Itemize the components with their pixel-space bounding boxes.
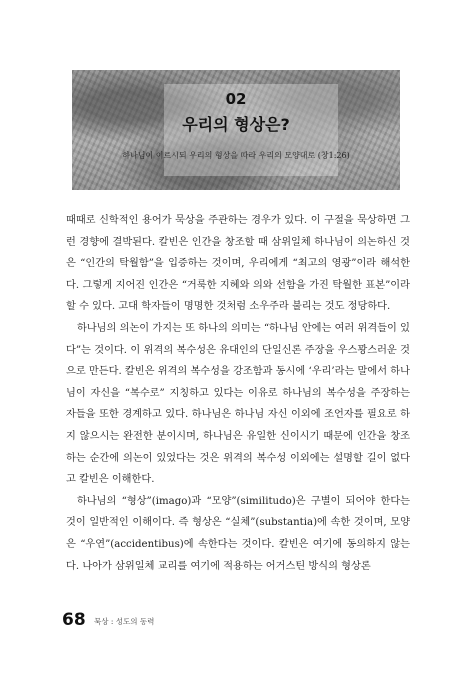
chapter-number: 02: [225, 90, 247, 108]
paragraph: 하나님의 “형상”(imago)과 “모양”(similitudo)은 구별이 되어야 한다는 것이 일반적인 이해이다. 즉 형상은 “실체”(substantia)에 속한 것이며, 모양은 “우연”(accidentibus)에 속한다는 것이다. 칼빈은 여기에 동의하지 않는다. 나아가 삼위일체 교리를 여기에 적용하는 어거스틴 방식의 형상론: [66, 495, 410, 572]
running-title: 묵상 : 성도의 동력: [94, 617, 155, 626]
body-text: [66, 210, 410, 577]
chapter-epigraph: 하나님이 이르시되 우리의 형상을 따라 우리의 모양대로 (창1:26): [122, 151, 350, 160]
paragraph: 때때로 신학적인 용어가 묵상을 주관하는 경우가 있다. 이 구절을 묵상하면 그런 경향에 결박된다. 칼빈은 인간을 창조할 때 삼위일체 하나님이 의논하신 것은 “인간의 탁월함”을 입증하는 것이며, 우리에게 “최고의 영광”이라 해석한다. 그렇게 지어진 인간은 “거룩한 지혜와 의와 선함을 가진 탁월한 표본”이라 할 수 있다. 고대 학자들이 명명한 것처럼 소우주라 불리는 것도 정당하다.: [66, 215, 410, 313]
chapter-banner: [72, 70, 400, 190]
paragraph: 하나님의 의논이 가지는 또 하나의 의미는 “하나님 안에는 여러 위격들이 있다”는 것이다. 이 위격의 복수성은 유대인의 단일신론 주장을 우스꽝스러운 것으로 만든다. 칼빈은 위격의 복수성을 강조함과 동시에 ‘우리’라는 말에서 하나님이 자신을 “복수로” 지칭하고 있다는 이유로 하나님의 복수성을 주장하는 자들을 또한 경계하고 있다. 하나님은 하나님 자신 이외에 조언자를 필요로 하지 않으시는 완전한 분이시며, 하나님은 유일한 신이시기 때문에 인간을 창조하는 순간에 의논이 있었다는 것은 위격의 복수성 이외에는 설명할 길이 없다고 칼빈은 이해한다.: [66, 322, 410, 486]
page-number: 68: [62, 610, 86, 630]
chapter-title: 우리의 형상은?: [182, 115, 290, 134]
